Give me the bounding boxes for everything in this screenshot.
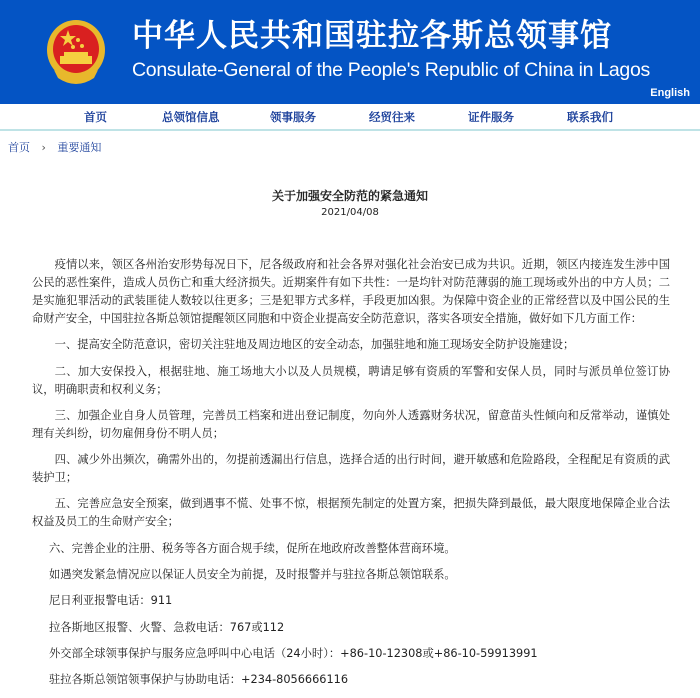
nav-documents[interactable]: 证件服务 bbox=[468, 110, 514, 124]
breadcrumb bbox=[8, 140, 700, 156]
site-title-en: Consulate-General of the People's Republic of China in Lagos bbox=[132, 59, 650, 81]
paragraph: 二、加大安保投入，根据驻地、施工场地大小以及人员规模，聘请足够有资质的军警和安保人员，同时与派员单位签订协议，明确职责和权利义务； bbox=[32, 364, 670, 396]
paragraph: 一、提高安全防范意识，密切关注驻地及周边地区的安全动态，加强驻地和施工现场安全防护设施建设； bbox=[54, 338, 575, 352]
paragraph: 六、完善企业的注册、税务等各方面合规手续，促所在地政府改善整体营商环境。 bbox=[49, 541, 456, 555]
national-emblem-icon bbox=[46, 20, 106, 84]
breadcrumb-current[interactable]: 重要通知 bbox=[57, 141, 102, 154]
paragraph: 三、加强企业自身人员管理，完善员工档案和进出登记制度，勿向外人透露财务状况，留意苗头性倾向和反常举动，谨慎处理有关纠纷，切勿雇佣身份不明人员； bbox=[32, 408, 670, 440]
paragraph: 尼日利亚报警电话：911 bbox=[49, 594, 173, 608]
nav-contact[interactable]: 联系我们 bbox=[567, 110, 613, 124]
nav-consular-services[interactable]: 领事服务 bbox=[270, 110, 316, 124]
breadcrumb-separator-icon: › bbox=[41, 141, 46, 154]
paragraph: 外交部全球领事保护与服务应急呼叫中心电话（24小时）：+86-10-12308或+86-10-59913991 bbox=[49, 646, 538, 660]
breadcrumb-home[interactable]: 首页 bbox=[8, 141, 30, 154]
site-title-cn: 中华人民共和国驻拉各斯总领事馆 bbox=[132, 18, 612, 54]
nav-consulate-info[interactable]: 总领馆信息 bbox=[162, 110, 220, 124]
paragraph: 拉各斯地区报警、火警、急救电话：767或112 bbox=[49, 620, 285, 634]
article-body bbox=[32, 256, 670, 689]
english-link[interactable]: English bbox=[650, 87, 690, 99]
article-title: 关于加强安全防范的紧急通知 bbox=[271, 189, 428, 203]
paragraph: 如遇突发紧急情况应以保证人员安全为前提，及时报警并与驻拉各斯总领馆联系。 bbox=[49, 568, 456, 582]
paragraph: 四、减少外出频次，确需外出的，勿提前透漏出行信息，选择合适的出行时间，避开敏感和危险路段，全程配足有资质的武装护卫； bbox=[32, 453, 670, 485]
paragraph: 五、完善应急安全预案，做到遇事不慌、处事不惊，根据预先制定的处置方案，把损失降到最低，最大限度地保障企业合法权益及员工的生命财产安全； bbox=[32, 497, 670, 529]
article-date: 2021/04/08 bbox=[321, 207, 379, 218]
paragraph: 驻拉各斯总领馆领事保护与协助电话：+234-8056666116 bbox=[49, 673, 349, 687]
site-header bbox=[0, 0, 700, 104]
nav-home[interactable]: 首页 bbox=[84, 110, 107, 124]
paragraph: 疫情以来，领区各州治安形势每况日下，尼各级政府和社会各界对强化社会治安已成为共识。近期，领区内接连发生涉中国公民的恶性案件，造成人员伤亡和重大经济损失。近期案件有如下共性：一是均针对防范薄弱的施工现场或外出的中方人员；二是实施犯罪活动的武装匪徒人数较以往更多；三是犯罪方式多样，手段更加凶狠。为保障中资企业的正常经营以及中国公民的生命财产安全，中国驻拉各斯总领馆提醒领区同胞和中资企业提高安全防范意识，落实各项安全措施，做好如下几方面工作： bbox=[32, 258, 670, 325]
main-nav bbox=[0, 104, 700, 131]
nav-trade[interactable]: 经贸往来 bbox=[369, 110, 415, 124]
